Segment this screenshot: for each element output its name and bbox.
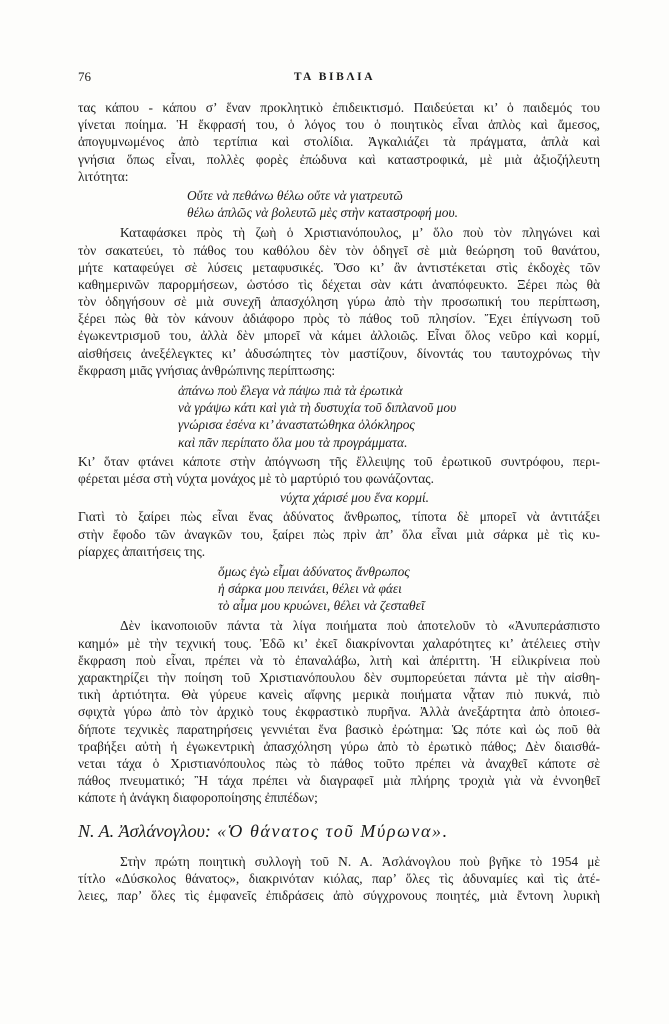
text-line: ξέρει πὼς θὰ τὸν κάνουν ἀδιάφορο πρὸς τὸ πάθος τοῦ πλησίον. Ἔχει ἐπίγνωση τοῦ — [78, 311, 600, 327]
verse-quotation — [178, 382, 600, 451]
text-line: στὴν ἔφοδο τῶν ἀναγκῶν του, ξαίρει πὼς πρὶν ἀπ’ ὅλα εἶναι μιὰ σάρκα μὲ τὶς κυ- — [78, 526, 600, 542]
paragraph — [78, 508, 600, 560]
verse-line: ἡ σάρκα μου πεινάει, θέλει νὰ φάει — [218, 581, 402, 597]
text-line: καημό» μὲ τὴν τεχνική τους. Ἐδῶ κι’ ἐκεῖ διακρίνονται χαλαρότητες κι’ ἀτέλειες στὴν — [78, 635, 600, 651]
verse-line: ἀπάνω ποὺ ἔλεγα νὰ πάψω πιὰ τὰ ἐρωτικὰ — [178, 383, 403, 398]
verse-line: ὅμως ἐγὼ εἶμαι ἀδύνατος ἄνθρωπος — [218, 563, 410, 579]
text-line: ἀπογυμνωμένος ἀπὸ τερτίπια καὶ στολίδια. Ἀγκαλιάζει τὰ πράγματα, ἁπλὰ καὶ — [78, 134, 600, 150]
verse-quotation — [280, 489, 600, 506]
text-line: τὸν ὁδηγήσουν σὲ μιὰ συνεχῆ ἀπασχόληση γύρω ἀπὸ τὴν προσωπική του περίπτωση, — [78, 294, 600, 310]
text-line: Δὲν ἱκανοποιοῦν πάντα τὰ λίγα ποιήματα ποὺ ἀποτελοῦν τὸ «Ἀνυπεράσπιστο — [120, 618, 600, 634]
heading-title: «Ὁ θάνατος τοῦ Μύρωνα». — [216, 820, 449, 841]
text-line: δήποτε τεχνικὲς παρατηρήσεις γεννιέται ἕνα βασικὸ ἐρώτημα: Ὡς πότε καὶ ὡς ποῦ θὰ — [78, 721, 600, 737]
paragraph — [78, 224, 600, 379]
page-number: 76 — [78, 69, 91, 84]
text-line: Στὴν πρώτη ποιητικὴ συλλογὴ τοῦ Ν. Α. Ἀσλάνογλου ποὺ βγῆκε τὸ 1954 μὲ — [120, 853, 600, 869]
text-line: Κι’ ὅταν φτάνει κάποτε στὴν ἀπόγνωση τῆς ἔλλειψης τοῦ ἐρωτικοῦ συντρόφου, περι- — [78, 453, 600, 469]
paragraph — [78, 99, 600, 185]
section-heading — [78, 819, 600, 843]
text-line: τίτλο «Δύσκολος θάνατος», διακρινόταν κιόλας, παρ’ ὅλες τὶς ἀδυναμίες καὶ τὶς ἀτέ- — [78, 870, 600, 886]
verse-line: καὶ πᾶν περίπατο ὅλα μου τὰ προγράμματα. — [178, 434, 408, 450]
text-line: ἔκφραση μιᾶς γνήσιας ἀνθρώπινης περίπτωσης: — [78, 362, 336, 378]
text-line: ἐγωκεντρισμοῦ του, ἀλλὰ δὲν μπορεῖ νὰ κάμει ἀλλοιῶς. Εἶναι ὅλος νεῦρο καὶ κορμί, — [78, 328, 600, 344]
text-column — [78, 99, 600, 904]
text-line: μήτε καταφεύγει σὲ λύσεις μεταφυσικές. Ὅσο κι’ ἂν ἀντιστέκεται στὶς ἐκδοχὲς τῶν — [78, 259, 600, 275]
text-line: νεται τάχα ὁ Χριστιανόπουλος πὼς τὸ πάθος τοῦτο πρέπει νὰ ἀναχθεῖ κάποτε σὲ — [78, 755, 600, 771]
verse-line: νὰ γράψω κάτι καὶ γιὰ τὴ δυστυχία τοῦ διπλανοῦ μου — [178, 400, 457, 416]
text-line: Γιατὶ τὸ ξαίρει πὼς εἶναι ἕνας ἀδύνατος ἄνθρωπος, τίποτα δὲ μπορεῖ νὰ ἀντιτάξει — [78, 509, 600, 525]
text-line: ἔκφραση ποὺ εἶναι, πρέπει νὰ τὸ ἐπαναλάβω, λιτὴ καὶ ἀπέριττη. Ἡ εἰλικρίνεια ποὺ — [78, 652, 600, 668]
text-line: λιτότητα: — [78, 168, 129, 184]
verse-quotation — [218, 563, 600, 615]
paragraph — [78, 617, 600, 806]
text-line: πάθος πνευματικό; Ἢ τάχα πρέπει νὰ διαγραφεῖ μιὰ πλήρης τροχιὰ γιὰ νὰ ἐννοηθεῖ — [78, 773, 600, 789]
text-line: καθημερινῶν παρορμήσεων, ὡστόσο τὶς δέχεται σὰν κάτι ἀναπόφευκτο. Ξέρει πὼς θὰ — [78, 276, 600, 292]
text-line: τικὴ ἀρτιότητα. Θὰ γύρευε κανεὶς αἴφνης μερικὰ ποιήματα νᾆταν πιὸ πυκνά, πιὸ — [78, 687, 600, 703]
paragraph — [78, 853, 600, 905]
text-line: Καταφάσκει πρὸς τὴ ζωὴ ὁ Χριστιανόπουλος, μ’ ὅλο ποὺ τὸν πληγώνει καὶ — [120, 225, 600, 241]
heading-author: Ν. Α. Ἀσλάνογλου: — [78, 820, 211, 841]
verse-quotation — [187, 187, 600, 221]
text-line: χαρακτηρίζει τὴν ποίηση τοῦ Χριστιανόπουλου δὲν συμπορεύεται πάντα μὲ τὴν αἰσθη- — [78, 670, 600, 685]
verse-line: Οὔτε νὰ πεθάνω θέλω οὔτε νὰ γιατρευτῶ — [187, 187, 403, 203]
text-line: τὸν σακατεύει, τὸ πάθος του καθόλου δὲν τὸν ὁδηγεῖ σὲ μιὰ θεώρηση τοῦ θανάτου, — [78, 242, 600, 258]
text-line: γίνεται ποίημα. Ἡ ἔκφρασή του, ὁ λόγος του ὁ ποιητικὸς εἶναι ἁπλὸς καὶ ἄμεσος, — [78, 117, 600, 133]
text-line: τραβήξει αὐτὴ ἡ ἐγωκεντρικὴ ἀπασχόληση γύρω ἀπὸ τὸ ἐρωτικὸ πάθος; Δὲν διαισθά- — [78, 738, 600, 754]
text-line: κάποτε ἡ ἀνάγκη διαφοροποίησης ἐπιπέδων; — [78, 790, 318, 806]
text-line: ρίαρχες ἀπαιτήσεις της. — [78, 543, 206, 559]
verse-line: τὸ αἷμα μου κρυώνει, θέλει νὰ ζεσταθεῖ — [218, 598, 425, 614]
text-line: λειες, παρ’ ὅλες τὶς ἐμφανεῖς ἐπιδράσεις ἀπὸ σύγχρονους ποιητές, μιὰ ἔντονη λυρικὴ — [78, 887, 600, 903]
text-line: τας κάπου - κάπου σ’ ἕναν προκλητικὸ ἐπιδεικτισμό. Παιδεύεται κι’ ὁ παιδεμός του — [78, 100, 600, 115]
paragraph — [78, 453, 600, 487]
running-title: ΤΑ ΒΙΒΛΙΑ — [293, 71, 376, 83]
verse-line: νύχτα χάρισέ μου ἕνα κορμί. — [280, 490, 430, 506]
text-line: αἰσθήσεις ἀνεξέλεγκτες κι’ ἀδυσώπητες τὸν μαστίζουν, δίνοντάς του ταυτοχρόνως τὴν — [78, 345, 600, 361]
text-line: φέρεται μέσα στὴ νύχτα μονάχος μὲ τὸ μαρτύριό του φωνάζοντας. — [78, 470, 434, 486]
verse-line: θέλω ἁπλῶς νὰ βολευτῶ μὲς στὴν καταστροφή μου. — [187, 205, 458, 221]
text-line: γνήσια ὅπως εἶναι, πολλὲς φορὲς ἐπώδυνα καὶ καταστροφικά, μὲ μιὰ ἀξιοζήλευτη — [78, 151, 600, 167]
text-line: σφιχτὰ γύρω ἀπὸ τὸν ἀρχικὸ τους ἐκφραστικὸ πυρῆνα. Ἀλλὰ ἀνεξάρτητα ἀπὸ ὁποιεσ- — [78, 704, 600, 720]
verse-line: γνώρισα ἐσένα κι’ ἀναστατώθηκα ὁλόκληρος — [178, 417, 415, 433]
